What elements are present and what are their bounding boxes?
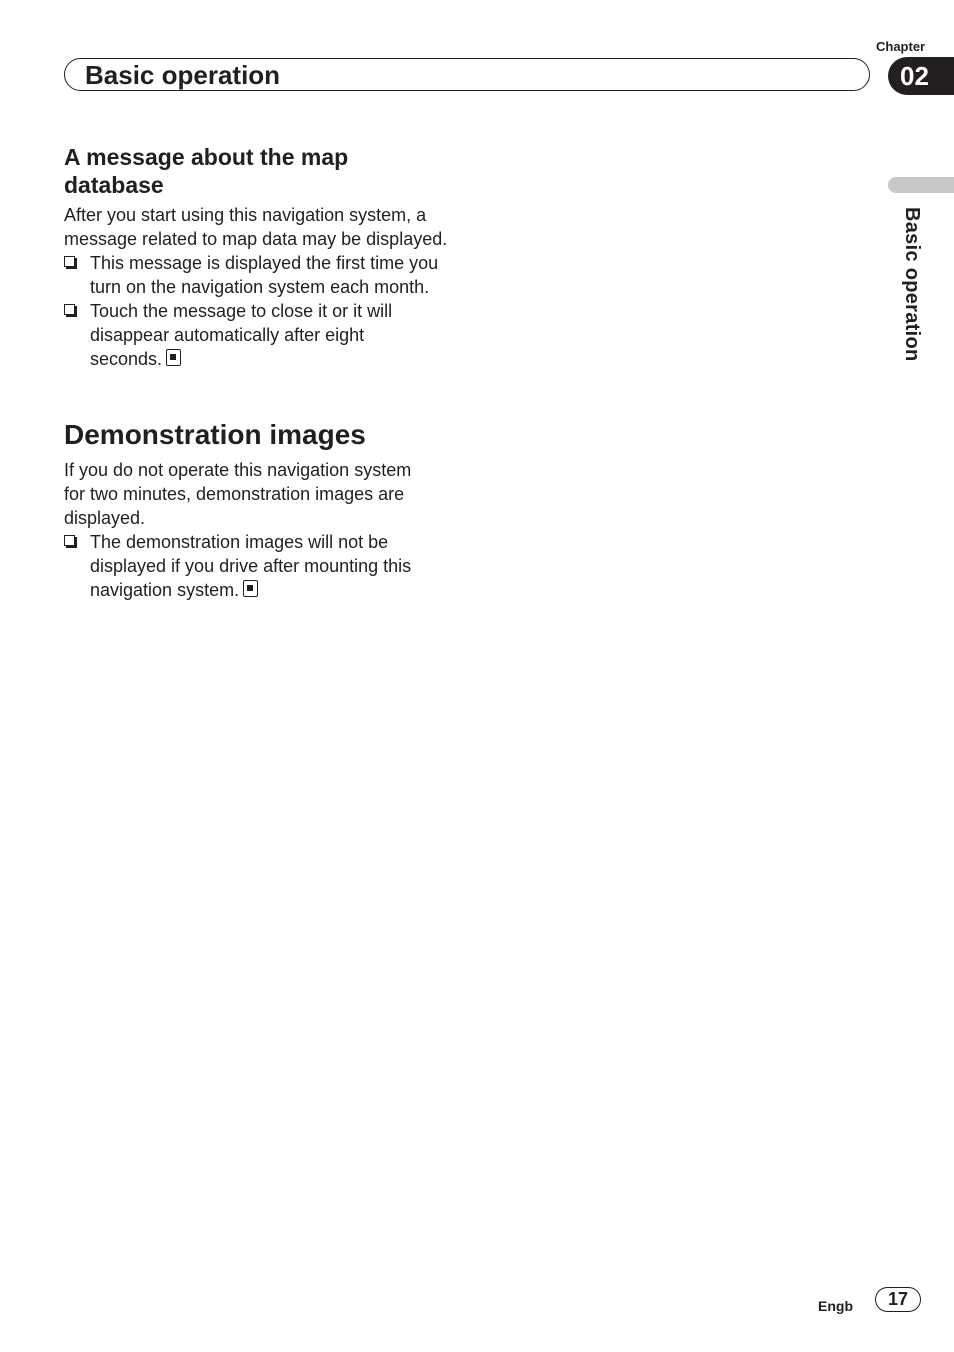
main-content: [64, 143, 464, 602]
map-database-heading: A message about the map database: [64, 144, 349, 198]
chapter-number-badge: 02: [888, 57, 954, 95]
list-item-text: This message is displayed the first time you turn on the navigation system each month.: [90, 253, 439, 297]
page-number: 17: [875, 1287, 921, 1312]
footer-language: Engb: [818, 1298, 853, 1314]
end-of-section-icon: [243, 580, 258, 597]
side-tab-label: Basic operation: [901, 207, 923, 362]
bullet-checkbox-icon: [64, 256, 75, 267]
list-item-text: Touch the message to close it or it will disappear automatically after eight seconds.: [90, 301, 393, 369]
demonstration-intro: If you do not operate this navigation system for two minutes, demonstration images are displayed.: [64, 460, 412, 528]
list-item-text: The demonstration images will not be displayed if you drive after mounting this navigation system.: [90, 532, 412, 600]
side-tab-marker: [888, 177, 954, 193]
chapter-title-bar: [64, 58, 870, 91]
list-item: [64, 251, 450, 299]
bullet-checkbox-icon: [64, 304, 75, 315]
chapter-label: Chapter: [876, 39, 926, 54]
bullet-checkbox-icon: [64, 535, 75, 546]
end-of-section-icon: [166, 349, 181, 366]
list-item: [64, 530, 452, 602]
chapter-title: Basic operation: [85, 60, 281, 90]
list-item: [64, 299, 440, 371]
demonstration-heading: Demonstration images: [64, 419, 366, 450]
map-database-intro: After you start using this navigation system, a message related to map data may be displayed.: [64, 205, 448, 249]
